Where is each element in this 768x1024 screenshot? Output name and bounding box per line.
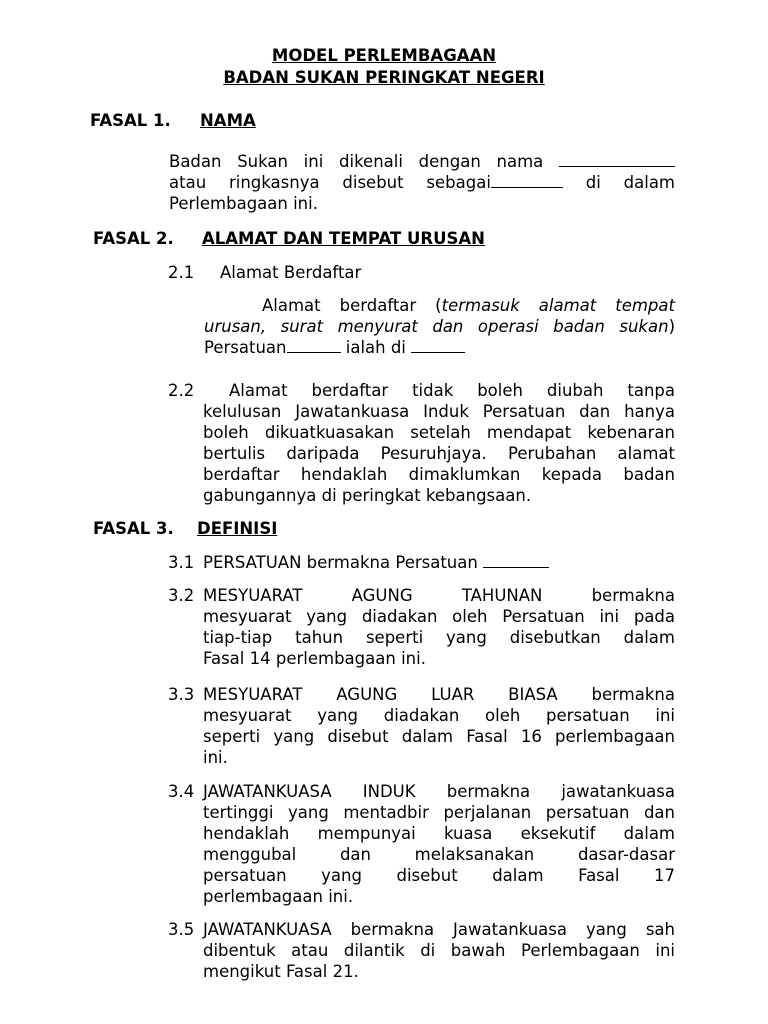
definition-line [203, 606, 675, 627]
fasal-1-line [169, 172, 675, 193]
fasal-3-number: FASAL 3. [93, 519, 174, 538]
definition-number: 3.2 [168, 586, 195, 605]
definition-text [203, 585, 675, 669]
definition-item [168, 585, 675, 669]
section-number: 2.2 [168, 381, 195, 400]
fasal-1-line [169, 151, 675, 172]
section-number: 2.1 [168, 263, 195, 282]
section-2-2-line: kelulusan Jawatankuasa Induk Persatuan dan hanya [203, 402, 675, 421]
section-2-2-line: berdaftar hendaklah dimaklumkan kepada badan [203, 465, 675, 484]
definition-number: 3.1 [168, 553, 195, 572]
fasal-1-name: NAMA [200, 111, 256, 130]
definition-line-text: mesyuarat yang diadakan oleh Persatuan ini pada [203, 607, 675, 626]
definition-line-text: mengikut Fasal 21. [203, 962, 359, 981]
fasal-1-line [169, 193, 675, 214]
section-2-1-line [204, 295, 675, 316]
blank-line [483, 553, 549, 568]
definition-line [203, 552, 675, 573]
section-text: ialah di [340, 338, 412, 357]
section-text: Persatuan [204, 338, 287, 357]
fasal-1-text: di dalam [585, 173, 675, 192]
definition-item [168, 552, 675, 573]
definition-number: 3.5 [168, 920, 195, 939]
definition-text [203, 781, 675, 907]
definition-line [203, 961, 675, 982]
definition-item [168, 919, 675, 982]
definition-line-text: JAWATANKUASA bermakna Jawatankuasa yang sah [203, 920, 675, 939]
section-text: ) [668, 317, 675, 336]
section-title: Alamat Berdaftar [220, 263, 362, 282]
blank-line [411, 338, 465, 353]
blank-line [559, 152, 675, 167]
section-2-2 [168, 380, 675, 506]
fasal-1-number: FASAL 1. [90, 111, 171, 130]
definition-line [203, 886, 675, 907]
definition-line-text: JAWATANKUASA INDUK bermakna jawatankuasa [203, 782, 675, 801]
section-text-italic: termasuk alamat tempat [441, 296, 675, 315]
definition-line [203, 802, 675, 823]
definition-line [203, 919, 675, 940]
definition-line-text: tertinggi yang mentadbir perjalanan persatuan dan [203, 803, 675, 822]
section-2-2-line: boleh dikuatkuasakan setelah mendapat kebenaran [203, 423, 675, 442]
definition-line [203, 726, 675, 747]
definition-line-text: ini. [203, 748, 228, 767]
definition-line [203, 781, 675, 802]
definition-line [203, 684, 675, 705]
section-2-1-line [204, 316, 675, 337]
section-2-2-line: bertulis daripada Pesuruhjaya. Perubahan alamat [203, 444, 675, 463]
definition-line-text: Fasal 14 perlembagaan ini. [203, 649, 426, 668]
definition-text [203, 552, 675, 573]
section-text-italic: urusan, surat menyurat dan operasi badan sukan [204, 317, 669, 336]
definition-line-text: persatuan yang disebut dalam Fasal 17 [203, 866, 675, 885]
definition-line-text: seperti yang disebut dalam Fasal 16 perlembagaan [203, 727, 675, 746]
fasal-1-heading [90, 110, 256, 131]
document-title-line2: BADAN SUKAN PERINGKAT NEGERI [223, 68, 545, 87]
definition-item [168, 781, 675, 907]
definition-line [203, 747, 675, 768]
fasal-2-name: ALAMAT DAN TEMPAT URUSAN [202, 229, 485, 248]
section-text: Alamat berdaftar ( [262, 296, 442, 315]
section-2-1-line [204, 337, 675, 358]
definition-line-text: MESYUARAT AGUNG LUAR BIASA bermakna [203, 685, 675, 704]
document-title-line1: MODEL PERLEMBAGAAN [271, 46, 497, 65]
section-2-2-text [203, 380, 675, 506]
fasal-1-text: Badan Sukan ini dikenali dengan nama [169, 152, 544, 171]
definition-number: 3.4 [168, 782, 195, 801]
section-2-1-heading [168, 262, 361, 283]
definition-line [203, 823, 675, 844]
definition-line [203, 585, 675, 606]
blank-line [491, 173, 563, 188]
section-2-2-line: Alamat berdaftar tidak boleh diubah tanpa [229, 381, 675, 400]
definition-text [203, 684, 675, 768]
blank-line [287, 338, 341, 353]
section-2-1-paragraph [204, 295, 675, 358]
definition-line-text: mesyuarat yang diadakan oleh persatuan ini [203, 706, 675, 725]
fasal-3-name: DEFINISI [197, 519, 278, 538]
fasal-3-heading [93, 518, 277, 539]
fasal-2-heading [93, 228, 485, 249]
definition-line-text: dibentuk atau dilantik di bawah Perlembagaan ini [203, 941, 675, 960]
section-2-2-line: gabungannya di peringkat kebangsaan. [203, 486, 532, 505]
definition-line-text: tiap-tiap tahun seperti yang disebutkan dalam [203, 628, 675, 647]
definition-line [203, 648, 675, 669]
definition-line [203, 940, 675, 961]
fasal-2-number: FASAL 2. [93, 229, 174, 248]
definition-line [203, 627, 675, 648]
definition-line-text: menggubal dan melaksanakan dasar-dasar [203, 845, 675, 864]
fasal-1-paragraph [169, 151, 675, 214]
definition-line-text: hendaklah mempunyai kuasa eksekutif dalam [203, 824, 675, 843]
fasal-1-text: atau ringkasnya disebut sebagai [169, 173, 491, 192]
definition-line-text: MESYUARAT AGUNG TAHUNAN bermakna [203, 586, 675, 605]
definition-line [203, 844, 675, 865]
definition-text [203, 919, 675, 982]
definition-item [168, 684, 675, 768]
definition-number: 3.3 [168, 685, 195, 704]
definition-line-text: PERSATUAN bermakna Persatuan [203, 553, 484, 572]
definition-line [203, 865, 675, 886]
definition-line [203, 705, 675, 726]
definition-line-text: perlembagaan ini. [203, 887, 354, 906]
fasal-1-text: Perlembagaan ini. [169, 194, 318, 213]
